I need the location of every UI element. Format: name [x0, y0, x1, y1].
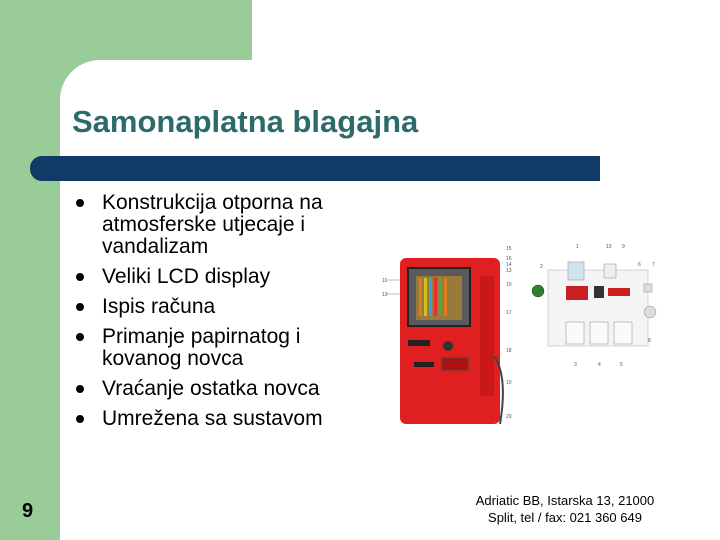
callout-label: 2	[540, 264, 543, 270]
bullet-text: Veliki LCD display	[102, 265, 271, 288]
callout-label: 12	[382, 292, 388, 298]
kiosk-receipt-slot	[414, 362, 434, 367]
callout-label: 10	[506, 380, 512, 386]
bullet-item	[76, 192, 376, 258]
bullet-item	[76, 378, 376, 400]
bullet-dot-icon	[76, 199, 84, 207]
footer-line: Split, tel / fax: 021 360 649	[488, 510, 642, 525]
callout-label: 15	[506, 246, 512, 252]
detail-receipt	[566, 322, 584, 344]
callout-label: 18	[506, 348, 512, 354]
detail-unit	[604, 264, 616, 278]
callout-label: 8	[648, 338, 651, 344]
callout-label: 11	[382, 278, 388, 284]
callout-label: 16	[506, 256, 512, 262]
bullet-item	[76, 266, 376, 288]
detail-receipt	[590, 322, 608, 344]
bullet-text: Primanje papirnatog i kovanog novca	[102, 325, 301, 370]
detail-diagram	[532, 244, 656, 368]
bullet-text: Umrežena sa sustavom	[102, 407, 323, 430]
callout-label: 10	[506, 282, 512, 288]
kiosk-side-column	[480, 276, 494, 396]
bullet-text: Konstrukcija otporna na atmosferske utjecaje i vandalizam	[102, 191, 323, 258]
callout-label: 17	[506, 310, 512, 316]
slide-title: Samonaplatna blagajna	[72, 104, 419, 139]
bullet-text: Ispis računa	[102, 295, 216, 318]
callout-label: 9	[622, 244, 625, 250]
detail-module	[644, 284, 652, 292]
bullet-dot-icon	[76, 415, 84, 423]
kiosk-card-slot	[408, 340, 430, 346]
detail-screen	[568, 262, 584, 280]
page-number: 9	[22, 500, 34, 522]
bullet-dot-icon	[76, 385, 84, 393]
kiosk-change-tray	[442, 358, 468, 370]
detail-module	[594, 286, 604, 298]
kiosk-diagram-figure	[376, 236, 666, 426]
callout-label: 6	[638, 262, 641, 268]
detail-module	[566, 286, 588, 300]
callout-label: 5	[620, 362, 623, 368]
bullet-list	[76, 192, 376, 438]
callout-label: 1	[576, 244, 579, 250]
footer-line: Adriatic BB, Istarska 13, 21000	[475, 493, 655, 508]
detail-receipt	[614, 322, 632, 344]
bullet-item	[76, 326, 376, 370]
bullet-text: Vraćanje ostatka novca	[102, 377, 320, 400]
callout-label: 13	[506, 268, 512, 274]
callout-label: 3	[574, 362, 577, 368]
footer-text	[460, 492, 670, 526]
callout-label: 7	[652, 262, 655, 268]
callout-label: 14	[506, 262, 512, 268]
detail-button	[532, 285, 544, 297]
callout-label: 20	[506, 414, 512, 420]
callout-label: 10	[606, 244, 612, 250]
title-rule-bar	[30, 156, 600, 181]
bullet-dot-icon	[76, 303, 84, 311]
detail-module	[608, 288, 630, 296]
callout-label: 4	[598, 362, 601, 368]
bullet-dot-icon	[76, 333, 84, 341]
bullet-item	[76, 408, 376, 430]
detail-disc	[644, 306, 656, 318]
bullet-dot-icon	[76, 273, 84, 281]
kiosk-coin-slot	[443, 341, 453, 351]
bullet-item	[76, 296, 376, 318]
